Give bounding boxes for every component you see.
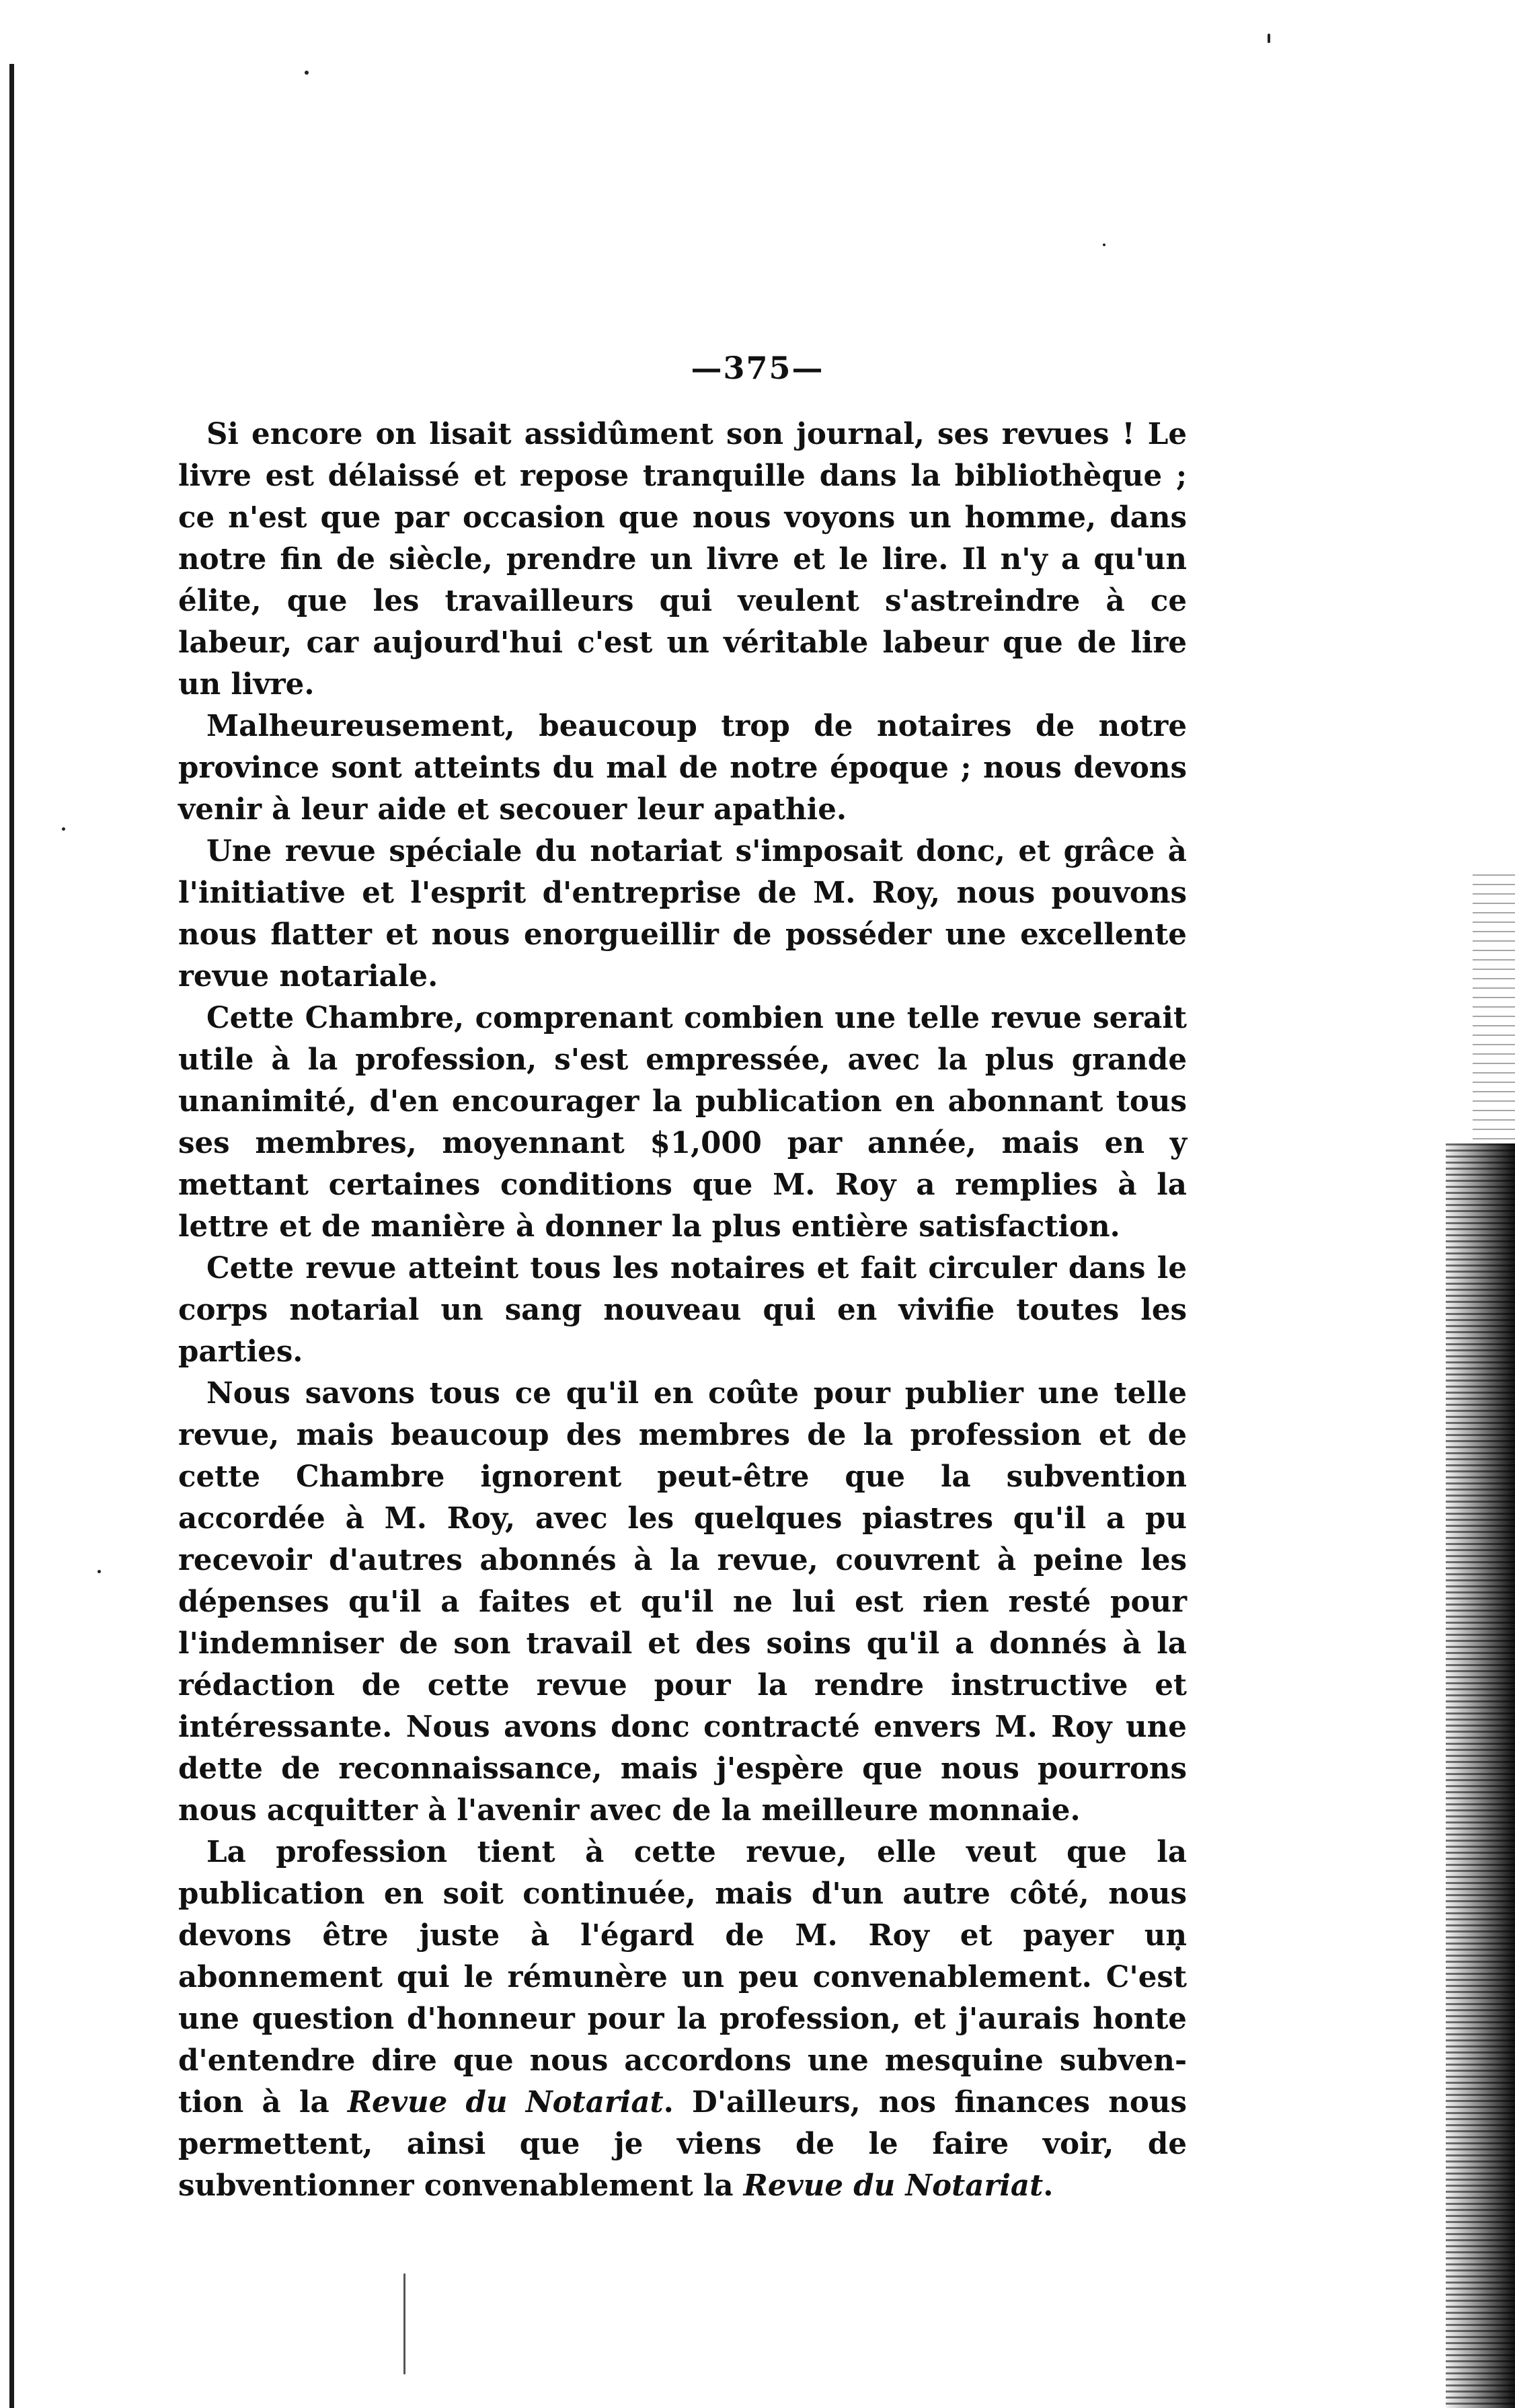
paragraph: Si encore on lisait assidûment son journal, ses revues ! Le livre est délaissé et repose tranquille dans la bibliothèque ; ce n'est que par occasion que nous voyons un homme, dans notre fin de siècle, prendre un livre et le lire. Il n'y a qu'un élite, que les travailleurs qui veulent s'astreindre à ce labeur, car aujourd'hui c'est un véritable labeur que de lire un livre. — [178, 417, 1187, 702]
page-number: —375— — [691, 350, 824, 386]
journal-title: Revue du Notariat — [743, 2169, 1044, 2203]
journal-title: Revue du Notariat — [347, 2085, 664, 2119]
scan-edge-texture — [1446, 1143, 1515, 2408]
paragraph-text: . — [1043, 2169, 1054, 2203]
paragraph: Nous savons tous ce qu'il en coûte pour publier une telle revue, mais beaucoup des membres de la profession et de cette Chambre ignorent peut-être que la subvention accordée à M. Roy, avec les quelques piastres qu'il a pu recevoir d'autres abonnés à la revue, couvrent à peine les dépenses qu'il a faites et qu'il ne lui est rien resté pour l'indemniser de son travail et des soins qu'il a donnés à la rédaction de cette revue pour la rendre instructive et intéressante. Nous avons donc contracté envers M. Roy une dette de reconnaissance, mais j'espère que nous pourrons nous acquitter à l'avenir avec de la meilleure monnaie. — [178, 1376, 1187, 1828]
scan-speck — [1103, 243, 1105, 246]
paragraph-text: . D'ailleurs, nos finances nous permettent, ainsi que je viens de le faire voir, de subventionner convenablement la — [178, 2085, 1187, 2203]
paragraph: Malheureusement, beaucoup trop de notaires de notre province sont atteints du mal de notre époque ; nous devons venir à leur aide et secouer leur apathie. — [178, 709, 1187, 827]
body-text — [178, 414, 1187, 2207]
scan-speck — [1268, 34, 1270, 43]
paragraph-last — [178, 1832, 1187, 2207]
scan-speck — [62, 827, 65, 831]
paragraph: Une revue spéciale du notariat s'imposait donc, et grâce à l'initiative et l'esprit d'entreprise de M. Roy, nous pouvons nous flatter et nous enorgueillir de posséder une excellente revue notariale. — [178, 834, 1187, 993]
binding-edge-line — [9, 64, 14, 2408]
scan-speck — [403, 2273, 405, 2374]
scan-speck — [305, 71, 309, 75]
scan-edge-texture-upper — [1473, 874, 1515, 1143]
scan-speck — [98, 1570, 101, 1573]
paragraph: Cette Chambre, comprenant combien une telle revue serait utile à la profession, s'est empressée, avec la plus grande unanimité, d'en encourager la publication en abonnant tous ses membres, moyennant $1,000 par année, mais en y mettant certaines conditions que M. Roy a remplies à la lettre et de manière à donner la plus entière satisfaction. — [178, 1001, 1187, 1244]
paragraph: Cette revue atteint tous les notaires et fait circuler dans le corps notarial un sang nouveau qui en vivifie toutes les parties. — [178, 1251, 1187, 1369]
paragraph-text: La profession tient à cette revue, elle veut que la publication en soit continuée, mais d'un autre côté, nous devons être juste à l'égard de M. Roy et payer un abonnement qui le rémunère un peu convenablement. C'est une question d'honneur pour la profession, et j'aurais honte d'entendre dire que nous accordons une mesquine subvention à la — [178, 1835, 1187, 2119]
